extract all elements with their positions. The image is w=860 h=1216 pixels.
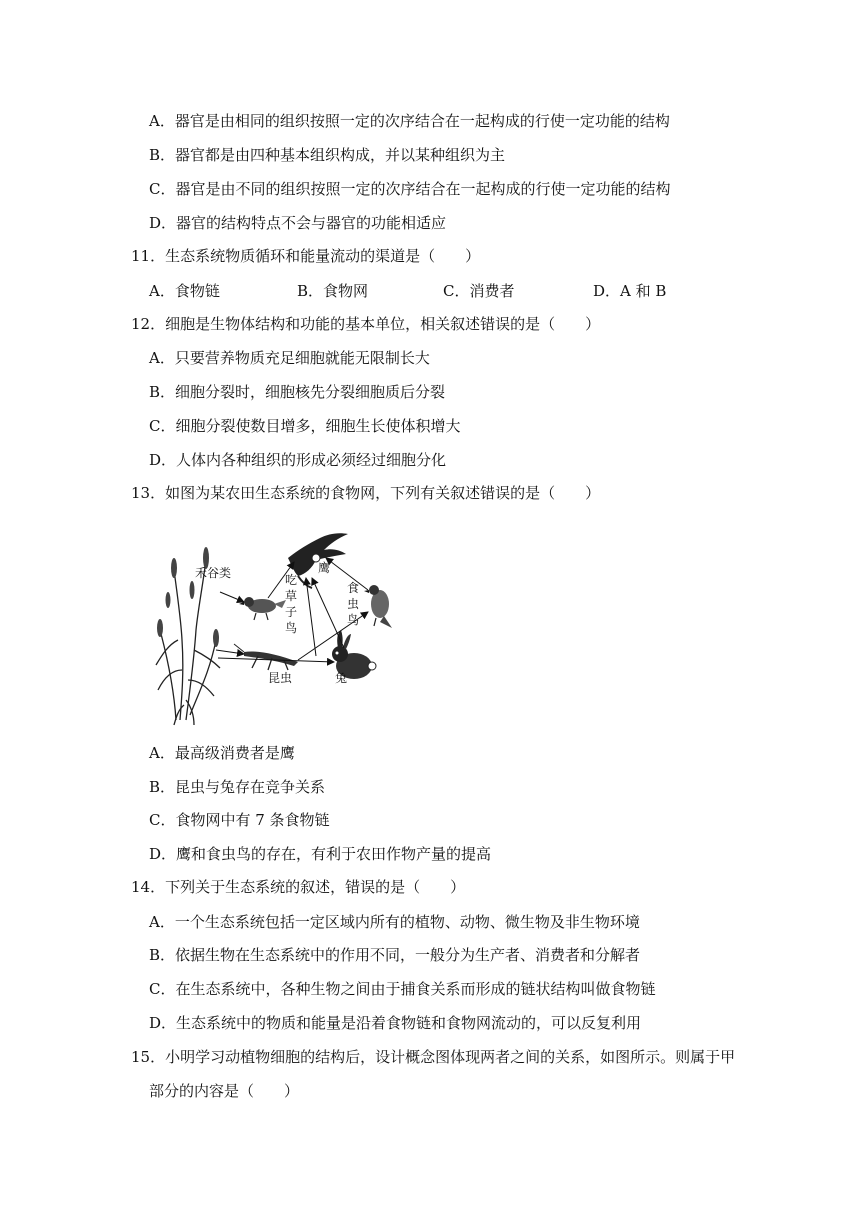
q13-stem: 13．如图为某农田生态系统的食物网，下列有关叙述错误的是（ ） (131, 484, 601, 502)
label-grain: 禾谷类 (195, 566, 232, 580)
svg-text:鸟: 鸟 (285, 621, 298, 635)
q12-option-d: D．人体内各种组织的形成必须经过细胞分化 (149, 451, 447, 469)
insect-bird-icon (364, 585, 392, 628)
label-insect-bird (347, 581, 359, 627)
label-insect: 昆虫 (268, 671, 293, 685)
q10-option-b: B．器官都是由四种基本组织构成，并以某种组织为主 (149, 146, 506, 164)
grain-ears (157, 547, 219, 647)
q13-option-c: C．食物网中有 7 条食物链 (149, 811, 330, 829)
q14-option-c: C．在生态系统中，各种生物之间由于捕食关系而形成的链状结构叫做食物链 (149, 980, 656, 998)
q14-option-a: A．一个生态系统包括一定区域内所有的植物、动物、微生物及非生物环境 (149, 913, 640, 931)
q12-option-c: C．细胞分裂使数目增多，细胞生长使体积增大 (149, 417, 461, 435)
q11-options-row (149, 281, 709, 301)
q11-option-a: A．食物链 (149, 282, 220, 300)
label-seed-bird (285, 573, 297, 635)
svg-text:吃: 吃 (285, 573, 298, 587)
food-web-diagram (148, 520, 398, 730)
label-hawk: 鹰 (318, 561, 331, 575)
q10-option-a: A．器官是由相同的组织按照一定的次序结合在一起构成的行使一定功能的结构 (149, 112, 670, 130)
svg-text:虫: 虫 (347, 597, 360, 611)
q13-option-b: B．昆虫与兔存在竞争关系 (149, 778, 326, 796)
seed-bird-icon (239, 597, 286, 620)
q14-option-d: D．生态系统中的物质和能量是沿着食物链和食物网流动的，可以反复利用 (149, 1014, 642, 1032)
svg-text:食: 食 (347, 581, 360, 595)
q12-stem: 12．细胞是生物体结构和功能的基本单位，相关叙述错误的是（ ） (131, 315, 601, 333)
q14-option-b: B．依据生物在生态系统中的作用不同，一般分为生产者、消费者和分解者 (149, 946, 641, 964)
q13-option-d: D．鹰和食虫鸟的存在，有利于农田作物产量的提高 (149, 845, 492, 863)
q13-option-a: A．最高级消费者是鹰 (149, 744, 295, 762)
q12-option-a: A．只要营养物质充足细胞就能无限制长大 (149, 349, 430, 367)
q10-option-d: D．器官的结构特点不会与器官的功能相适应 (149, 214, 447, 232)
q10-option-c: C．器官是由不同的组织按照一定的次序结合在一起构成的行使一定功能的结构 (149, 180, 671, 198)
q12-option-b: B．细胞分裂时，细胞核先分裂细胞质后分裂 (149, 383, 446, 401)
grain-plant-icon (156, 560, 220, 725)
label-rabbit: 兔 (335, 671, 348, 685)
q11-option-c: C．消费者 (443, 282, 515, 300)
q15-stem-line1: 15．小明学习动植物细胞的结构后，设计概念图体现两者之间的关系，如图所示。则属于甲 (131, 1048, 736, 1066)
svg-text:子: 子 (285, 605, 298, 619)
svg-text:草: 草 (285, 589, 298, 603)
q11-option-b: B．食物网 (297, 282, 369, 300)
svg-text:鸟: 鸟 (347, 613, 360, 627)
q11-option-d: D．A 和 B (593, 282, 667, 300)
insect-icon (234, 644, 298, 670)
q14-stem: 14．下列关于生态系统的叙述，错误的是（ ） (131, 878, 466, 896)
q15-stem-line2: 部分的内容是（ ） (149, 1082, 300, 1100)
food-web-figure (148, 520, 398, 730)
q11-stem: 11．生态系统物质循环和能量流动的渠道是（ ） (131, 247, 481, 265)
